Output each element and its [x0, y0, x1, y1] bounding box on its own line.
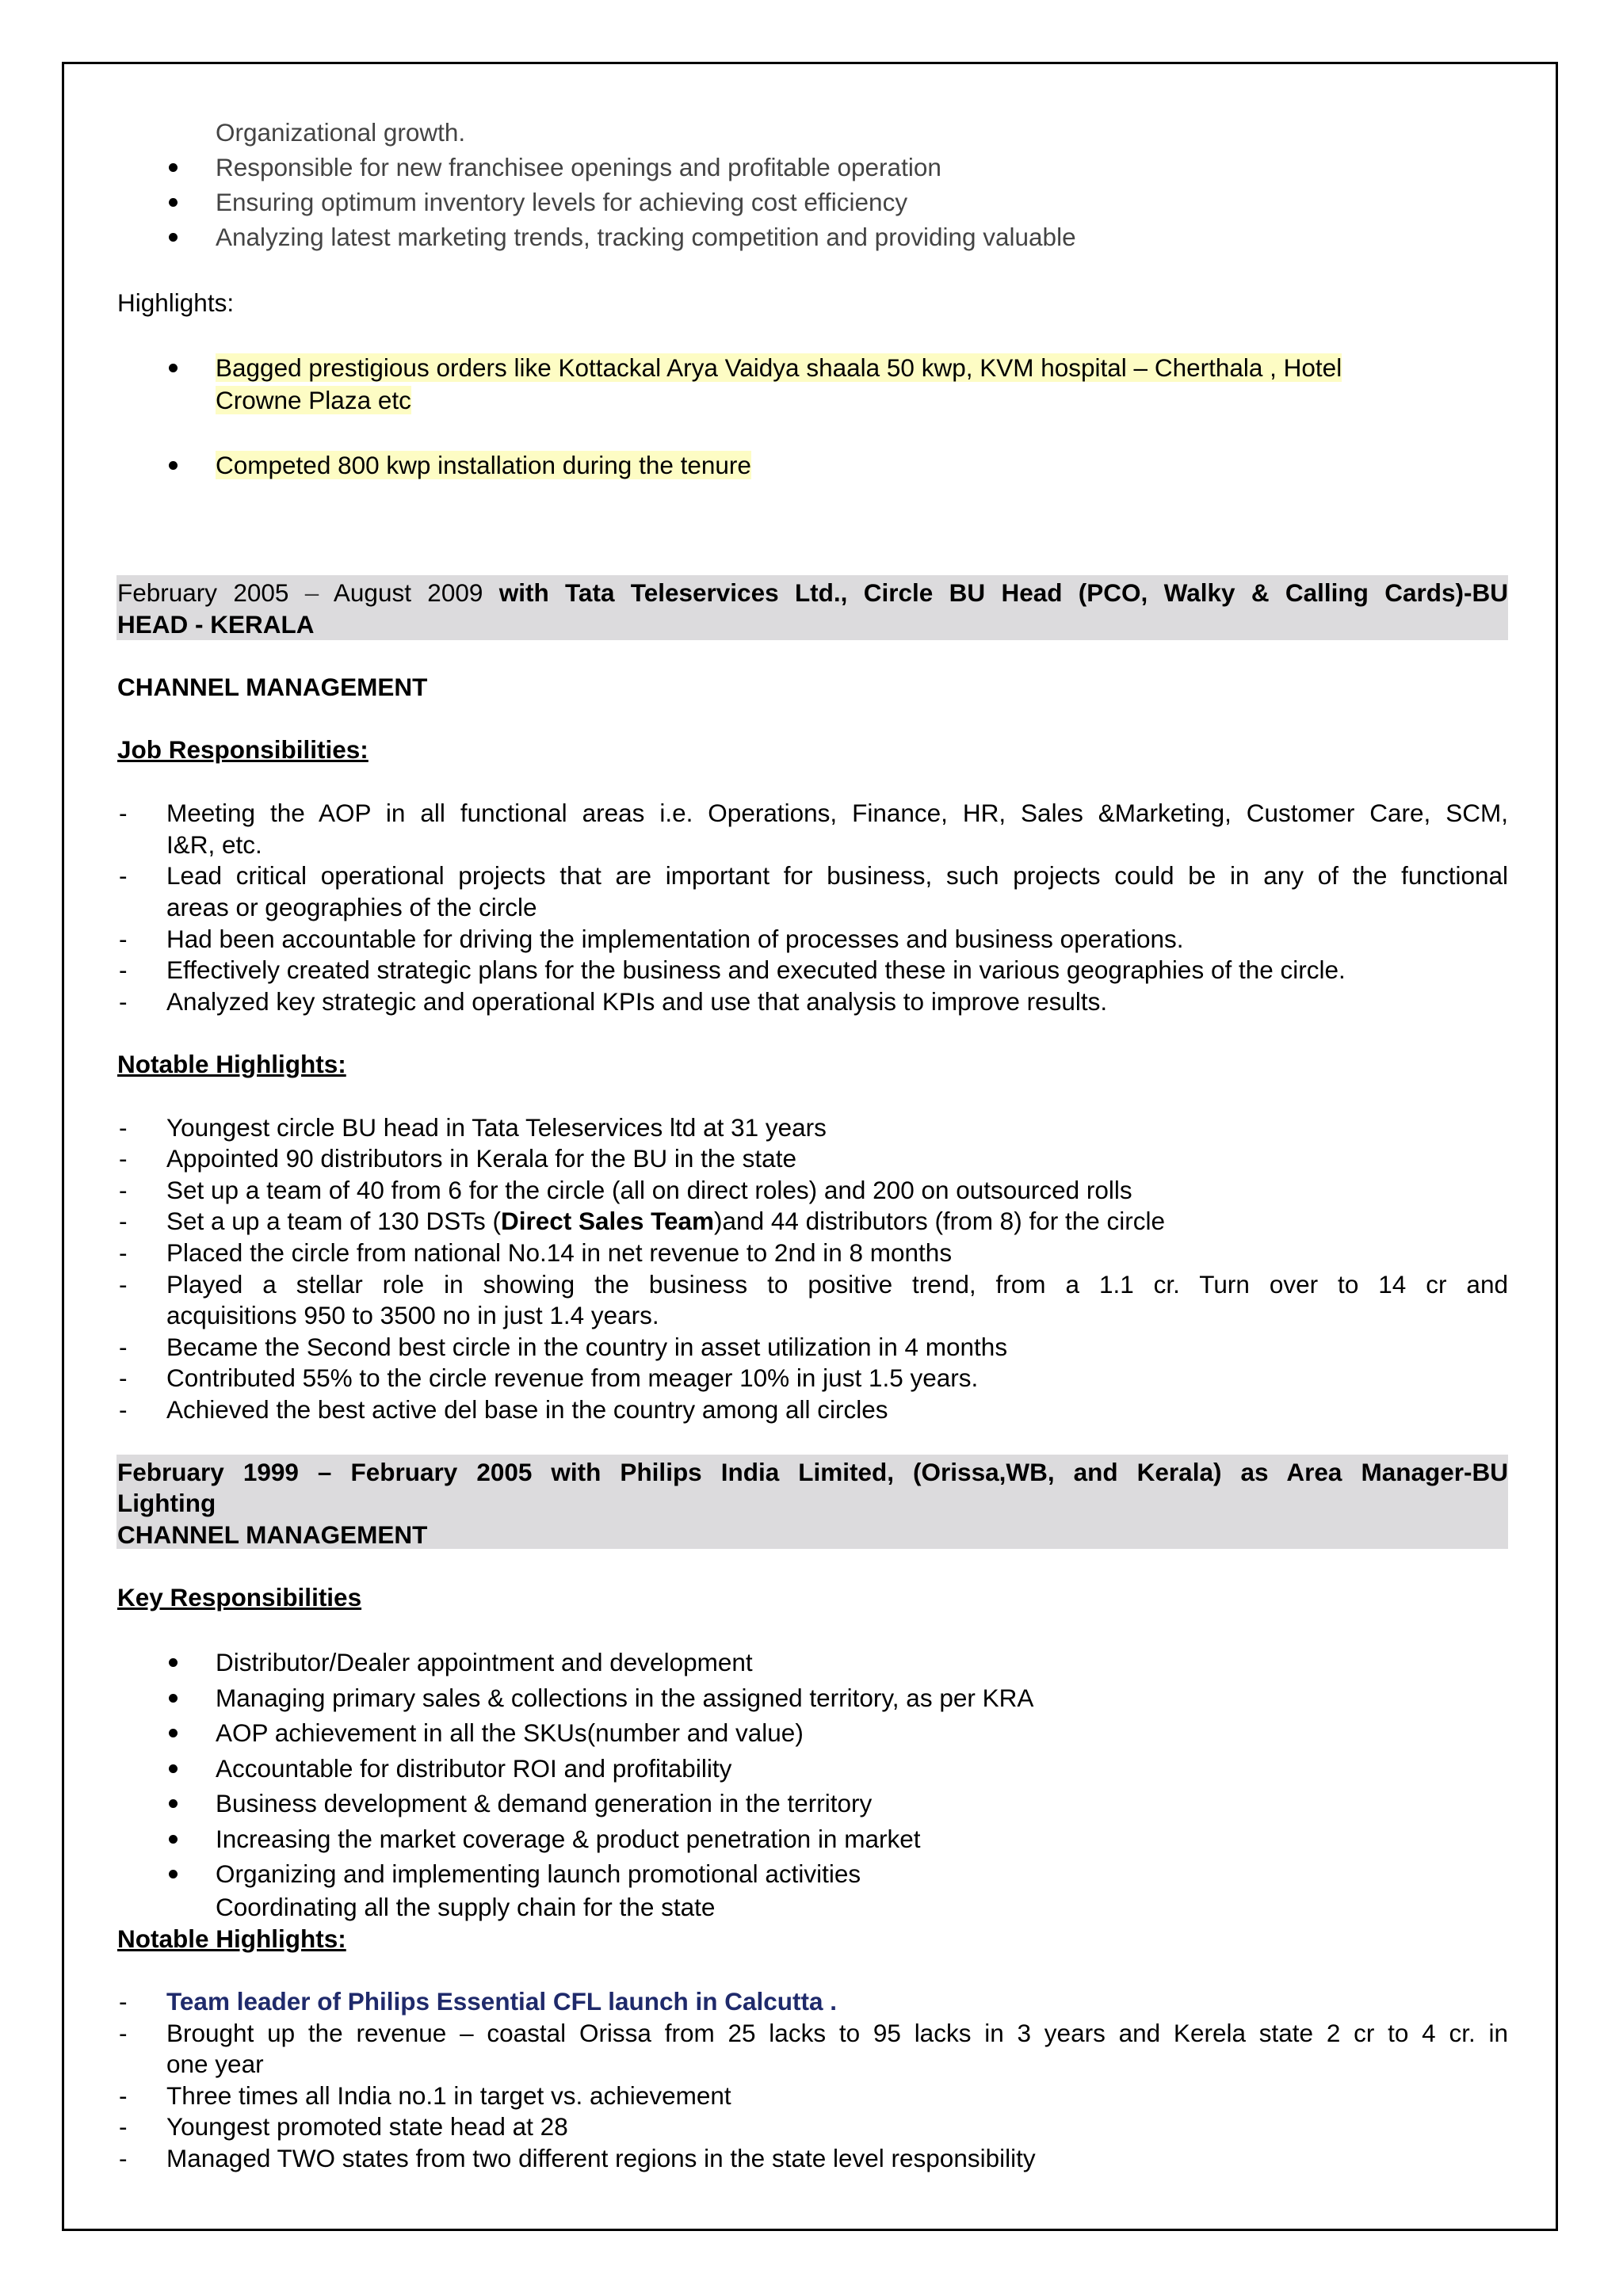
- section-title: CHANNEL MANAGEMENT: [117, 1520, 428, 1549]
- notable-highlights-heading: Notable Highlights:: [117, 1050, 346, 1078]
- list-item: Placed the circle from national No.14 in net revenue to 2nd in 8 months: [166, 1238, 953, 1267]
- list-item: Became the Second best circle in the country in asset utilization in 4 months: [166, 1333, 1008, 1361]
- bullet-icon: [169, 1870, 178, 1878]
- bullet-icon: [169, 1764, 178, 1773]
- bullet-icon: [169, 1835, 178, 1844]
- dash-icon: -: [119, 799, 128, 827]
- dash-icon: -: [119, 861, 128, 890]
- dash-icon: -: [119, 1238, 128, 1267]
- list-item: Contributed 55% to the circle revenue from meager 10% in just 1.5 years.: [166, 1363, 979, 1392]
- dash-icon: -: [119, 1144, 128, 1173]
- bullet-icon: [169, 461, 178, 470]
- list-item-cont: I&R, etc.: [166, 830, 262, 859]
- list-item-cont: one year: [166, 2050, 264, 2078]
- dash-icon: -: [119, 2112, 128, 2141]
- list-item: Accountable for distributor ROI and profitability: [216, 1754, 732, 1783]
- dash-icon: -: [119, 1333, 128, 1361]
- notable-highlights-heading: Notable Highlights:: [117, 1924, 346, 1953]
- text-part: Set a up a team of 130 DSTs (: [166, 1207, 501, 1235]
- highlights-heading: Highlights:: [117, 288, 235, 317]
- text-part: )and 44 distributors (from 8) for the circle: [714, 1207, 1166, 1235]
- dash-icon: -: [119, 2144, 128, 2172]
- dash-icon: -: [119, 1270, 128, 1299]
- list-item: Analyzing latest marketing trends, tracking competition and providing valuable: [216, 223, 1076, 251]
- key-responsibilities-heading: Key Responsibilities: [117, 1583, 362, 1611]
- list-item: Achieved the best active del base in the country among all circles: [166, 1395, 888, 1424]
- bullet-icon: [169, 1729, 178, 1737]
- list-item-cont: Coordinating all the supply chain for the state: [216, 1893, 716, 1921]
- list-item: Set up a team of 40 from 6 for the circle (all on direct roles) and 200 on outsourced rolls: [166, 1176, 1132, 1204]
- job-title: with Tata Teleservices Ltd., Circle BU Head (PCO, Walky & Calling Cards)-BU: [483, 578, 1509, 607]
- job-date-from: February 2005: [117, 578, 289, 607]
- dash-icon: -: [119, 2081, 128, 2110]
- highlight-item: [216, 449, 751, 481]
- job-header-line1: [117, 577, 1508, 608]
- list-item: [166, 1205, 1165, 1237]
- list-item: Ensuring optimum inventory levels for achieving cost efficiency: [216, 188, 908, 216]
- list-item-lead: Team leader of Philips Essential CFL launch in Calcutta .: [166, 1987, 838, 2016]
- highlight-text: Competed 800 kwp installation during the tenure: [216, 451, 751, 479]
- list-item-cont: areas or geographies of the circle: [166, 893, 537, 921]
- dash-icon: -: [119, 925, 128, 953]
- list-item: Played a stellar role in showing the business to positive trend, from a 1.1 cr. Turn over to 14 cr and: [166, 1270, 1508, 1299]
- bullet-icon: [169, 1799, 178, 1808]
- highlight-text: Bagged prestigious orders like Kottackal Arya Vaidya shaala 50 kwp, KVM hospital – Cherthala , Hotel: [216, 353, 1342, 382]
- list-item: Distributor/Dealer appointment and development: [216, 1648, 753, 1676]
- section-title: CHANNEL MANAGEMENT: [117, 673, 428, 701]
- list-item: Appointed 90 distributors in Kerala for the BU in the state: [166, 1144, 796, 1173]
- bullet-icon: [169, 1658, 178, 1667]
- job-header-line2: HEAD - KERALA: [117, 610, 315, 639]
- highlight-text: Crowne Plaza etc: [216, 386, 411, 414]
- bullet-icon: [169, 364, 178, 372]
- list-item: Brought up the revenue – coastal Orissa from 25 lacks to 95 lacks in 3 years and Kerela state 2 cr to 4 cr. in: [166, 2019, 1508, 2047]
- list-item: Youngest promoted state head at 28: [166, 2112, 568, 2141]
- list-item: Organizing and implementing launch promotional activities: [216, 1859, 861, 1888]
- dash-icon: -: [119, 1207, 128, 1235]
- job-header-line2: Lighting: [117, 1489, 216, 1517]
- dash-icon: -: [119, 1113, 128, 1142]
- text-part-bold: Direct Sales Team: [500, 1207, 715, 1235]
- list-item: Lead critical operational projects that are important for business, such projects could be in any of the functional: [166, 861, 1508, 890]
- dash-icon: -: [119, 1987, 128, 2016]
- job-header-line1: February 1999 – February 2005 with Philips India Limited, (Orissa,WB, and Kerala) as Area Manager-BU: [117, 1458, 1508, 1486]
- list-item: Youngest circle BU head in Tata Teleservices ltd at 31 years: [166, 1113, 827, 1142]
- list-item-cont: acquisitions 950 to 3500 no in just 1.4 years.: [166, 1301, 659, 1329]
- list-item: Had been accountable for driving the implementation of processes and business operations.: [166, 925, 1184, 953]
- list-item: Effectively created strategic plans for the business and executed these in various geographies of the circle.: [166, 955, 1346, 984]
- job-responsibilities-heading: Job Responsibilities:: [117, 735, 369, 764]
- list-item: Meeting the AOP in all functional areas i.e. Operations, Finance, HR, Sales &Marketing, Customer Care, SCM,: [166, 799, 1508, 827]
- highlight-item-cont: [216, 384, 411, 416]
- list-item: Three times all India no.1 in target vs. achievement: [166, 2081, 731, 2110]
- bullet-continuation: Organizational growth.: [216, 118, 466, 147]
- dash-icon: -: [119, 1395, 128, 1424]
- list-item: Managing primary sales & collections in the assigned territory, as per KRA: [216, 1684, 1034, 1712]
- list-item: Increasing the market coverage & product penetration in market: [216, 1825, 921, 1853]
- bullet-icon: [169, 163, 178, 172]
- bullet-icon: [169, 198, 178, 207]
- dash-icon: -: [119, 987, 128, 1016]
- list-item: Analyzed key strategic and operational KPIs and use that analysis to improve results.: [166, 987, 1108, 1016]
- list-item: Managed TWO states from two different regions in the state level responsibility: [166, 2144, 1036, 2172]
- dash-icon: -: [119, 2019, 128, 2047]
- job-dash: –: [288, 578, 334, 607]
- job-date-to: August 2009: [333, 578, 483, 607]
- bullet-icon: [169, 233, 178, 242]
- dash-icon: -: [119, 1176, 128, 1204]
- list-item: AOP achievement in all the SKUs(number and value): [216, 1718, 804, 1747]
- dash-icon: -: [119, 955, 128, 984]
- bullet-icon: [169, 1694, 178, 1703]
- dash-icon: -: [119, 1363, 128, 1392]
- highlight-item: [216, 352, 1342, 383]
- list-item: Responsible for new franchisee openings and profitable operation: [216, 153, 941, 181]
- list-item: Business development & demand generation in the territory: [216, 1789, 873, 1817]
